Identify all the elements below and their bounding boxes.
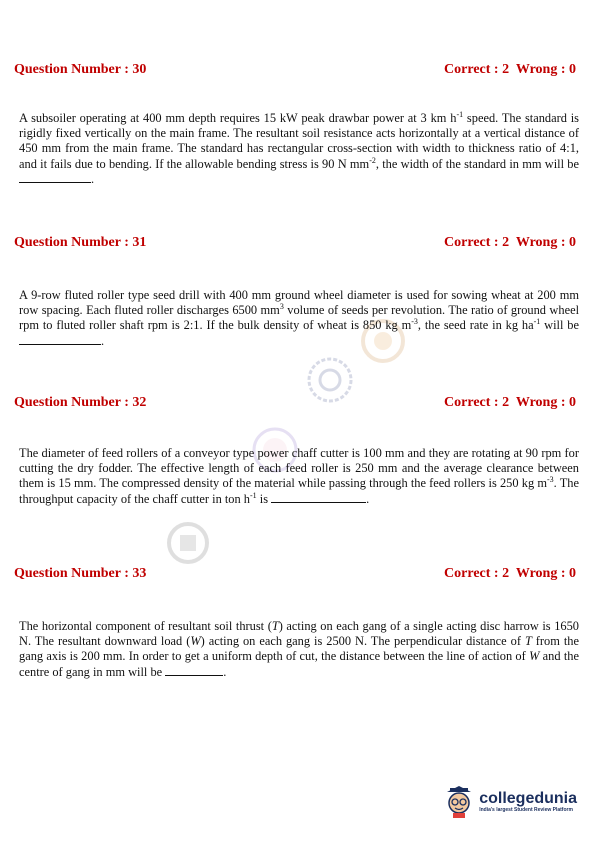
question-header-33 — [14, 566, 576, 582]
collegedunia-logo — [444, 786, 577, 818]
question-text-33: The horizontal component of resultant soil thrust (T) acting on each gang of a single acting disc harrow is 1650 N. The resultant downward load (W) acting on each gang is 2500 N. The perpendicular distance of T from the gang axis is 200 mm. In order to get a uniform depth of cut, the distance between the line of action of W and the centre of gang in mm will be . — [19, 619, 579, 679]
marks-33: Correct : 2 Wrong : 0 — [444, 566, 576, 581]
answer-blank-32 — [271, 492, 366, 503]
question-number-32: Question Number : 32 — [14, 395, 147, 410]
marks-32: Correct : 2 Wrong : 0 — [444, 395, 576, 410]
question-number-33: Question Number : 33 — [14, 566, 147, 581]
answer-blank-30 — [19, 172, 91, 183]
question-number-31: Question Number : 31 — [14, 235, 147, 250]
question-text-30: A subsoiler operating at 400 mm depth requires 15 kW peak drawbar power at 3 km $h^{-1}$ speed. The standard is rigidly fixed vertically on the main frame. The resultant soil resistance acts horizontally at a vertical distance of 450 mm from the main frame. The standard has rectangular cross-section with width to thickness ratio of 4:1, and it fails due to bending. If the allowable bending stress is 90 N $mm^{-2}$, the width of the standard in mm will be . — [19, 109, 580, 186]
question-header-30 — [14, 62, 576, 78]
question-header-32 — [14, 395, 576, 411]
question-text-32: The diameter of feed rollers of a conveyor type power chaff cutter is 100 mm and they are rotating at 90 rpm for cutting the dry fodder. The effective length of each feed roller is 250 mm and the average clearance between them is 15 mm. The compressed density of the material while passing through the feed rollers is 250 kg $m^{-3}$. The throughput capacity of the chaff cutter in ton $h^{-1}$ is . — [19, 446, 579, 506]
watermark-seal-4 — [165, 520, 211, 566]
marks-30: Correct : 2 Wrong : 0 — [444, 62, 576, 77]
question-number-30: Question Number : 30 — [14, 62, 147, 77]
answer-blank-33 — [165, 665, 223, 676]
question-header-31 — [14, 235, 576, 251]
question-text-31: A 9-row fluted roller type seed drill with 400 mm ground wheel diameter is used for sowing wheat at 200 mm row spacing. Each fluted roller discharges 6500 $mm^3$ volume of seeds per revolution. The ratio of ground wheel rpm to fluted roller shaft rpm is 2:1. If the bulk density of wheat is 850 kg $m^{-3}$, the seed rate in kg $ha^{-1}$ will be . — [19, 288, 580, 348]
marks-31: Correct : 2 Wrong : 0 — [444, 235, 576, 250]
mascot-icon — [444, 786, 474, 818]
brand-name: collegedunia — [479, 790, 577, 807]
brand-tagline: India's largest Student Review Platform — [479, 807, 573, 813]
answer-blank-31 — [19, 334, 101, 345]
